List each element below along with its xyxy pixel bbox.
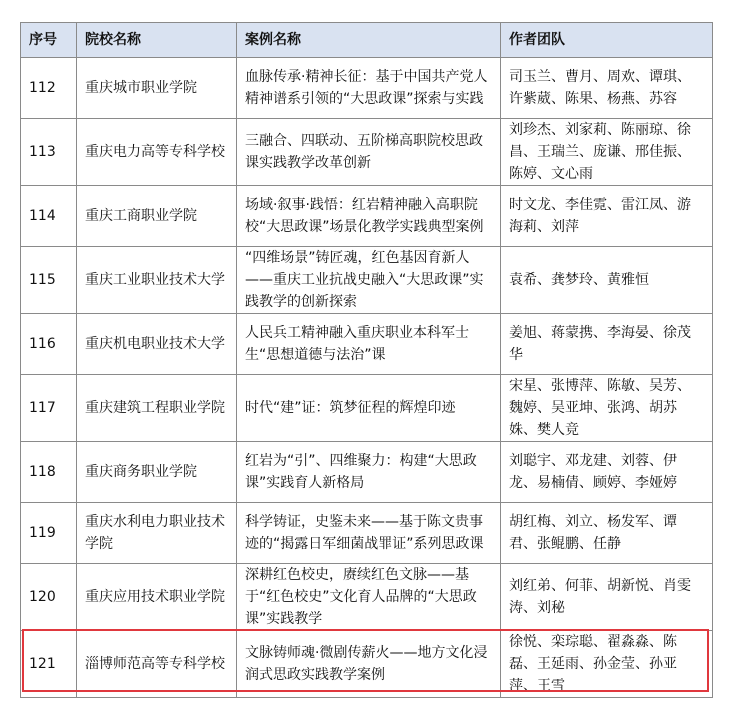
cell-case: 三融合、四联动、五阶梯高职院校思政课实践教学改革创新 <box>237 119 501 186</box>
cell-num: 115 <box>21 247 77 314</box>
cell-school: 重庆建筑工程职业学院 <box>77 375 237 442</box>
header-case: 案例名称 <box>237 23 501 58</box>
header-team: 作者团队 <box>501 23 713 58</box>
table-header-row <box>21 23 713 58</box>
cell-case: 时代“建”证：筑梦征程的辉煌印迹 <box>237 375 501 442</box>
table-row <box>21 314 713 375</box>
cell-team: 姜旭、蒋蒙携、李海晏、徐茂华 <box>501 314 713 375</box>
cell-school: 重庆城市职业学院 <box>77 58 237 119</box>
cell-team: 宋星、张博萍、陈敏、吴芳、魏婷、吴亚坤、张鸿、胡苏姝、樊人竞 <box>501 375 713 442</box>
table-row <box>21 119 713 186</box>
cell-num: 114 <box>21 186 77 247</box>
table-row <box>21 186 713 247</box>
cell-school: 重庆工业职业技术大学 <box>77 247 237 314</box>
cell-case: 科学铸证，史鉴未来——基于陈文贵事迹的“揭露日军细菌战罪证”系列思政课 <box>237 503 501 564</box>
cell-school: 重庆机电职业技术大学 <box>77 314 237 375</box>
cell-case: 人民兵工精神融入重庆职业本科军士生“思想道德与法治”课 <box>237 314 501 375</box>
cell-num: 118 <box>21 442 77 503</box>
cell-num: 120 <box>21 564 77 631</box>
cell-school: 重庆工商职业学院 <box>77 186 237 247</box>
cell-case: 深耕红色校史，赓续红色文脉——基于“红色校史”文化育人品牌的“大思政课”实践教学 <box>237 564 501 631</box>
cell-case: 红岩为“引”、四维聚力：构建“大思政课”实践育人新格局 <box>237 442 501 503</box>
cell-num: 117 <box>21 375 77 442</box>
case-table <box>20 22 713 698</box>
cell-team: 胡红梅、刘立、杨发军、谭君、张鲲鹏、任静 <box>501 503 713 564</box>
table-row <box>21 58 713 119</box>
cell-num: 112 <box>21 58 77 119</box>
cell-school: 重庆商务职业学院 <box>77 442 237 503</box>
cell-num: 116 <box>21 314 77 375</box>
cell-team: 时文龙、李佳霓、雷江凤、游海莉、刘萍 <box>501 186 713 247</box>
table-row <box>21 564 713 631</box>
cell-team: 司玉兰、曹月、周欢、谭琪、许紫葳、陈果、杨燕、苏容 <box>501 58 713 119</box>
cell-case: 文脉铸师魂·微剧传薪火——地方文化浸润式思政实践教学案例 <box>237 631 501 698</box>
table-row-highlighted <box>21 631 713 698</box>
cell-team: 袁希、龚梦玲、黄雅恒 <box>501 247 713 314</box>
table-row <box>21 442 713 503</box>
cell-case: 场域·叙事·践悟：红岩精神融入高职院校“大思政课”场景化教学实践典型案例 <box>237 186 501 247</box>
cell-school: 重庆应用技术职业学院 <box>77 564 237 631</box>
cell-case: “四维场景”铸匠魂，红色基因育新人——重庆工业抗战史融入“大思政课”实践教学的创新探索 <box>237 247 501 314</box>
cell-team: 刘珍杰、刘家莉、陈丽琼、徐昌、王瑞兰、庞谦、邢佳振、陈婷、文心雨 <box>501 119 713 186</box>
cell-num: 113 <box>21 119 77 186</box>
header-school: 院校名称 <box>77 23 237 58</box>
cell-school: 重庆电力高等专科学校 <box>77 119 237 186</box>
cell-case: 血脉传承·精神长征：基于中国共产党人精神谱系引领的“大思政课”探索与实践 <box>237 58 501 119</box>
cell-num: 121 <box>21 631 77 698</box>
table-row <box>21 503 713 564</box>
cell-num: 119 <box>21 503 77 564</box>
table-row <box>21 375 713 442</box>
cell-team: 徐悦、栾琮聪、翟淼淼、陈磊、王延雨、孙金莹、孙亚萍、王雪 <box>501 631 713 698</box>
cell-school: 重庆水利电力职业技术学院 <box>77 503 237 564</box>
cell-school: 淄博师范高等专科学校 <box>77 631 237 698</box>
cell-team: 刘红弟、何菲、胡新悦、肖雯涛、刘秘 <box>501 564 713 631</box>
header-num: 序号 <box>21 23 77 58</box>
table-row <box>21 247 713 314</box>
cell-team: 刘聪宇、邓龙建、刘蓉、伊龙、易楠倩、顾婷、李娅婷 <box>501 442 713 503</box>
